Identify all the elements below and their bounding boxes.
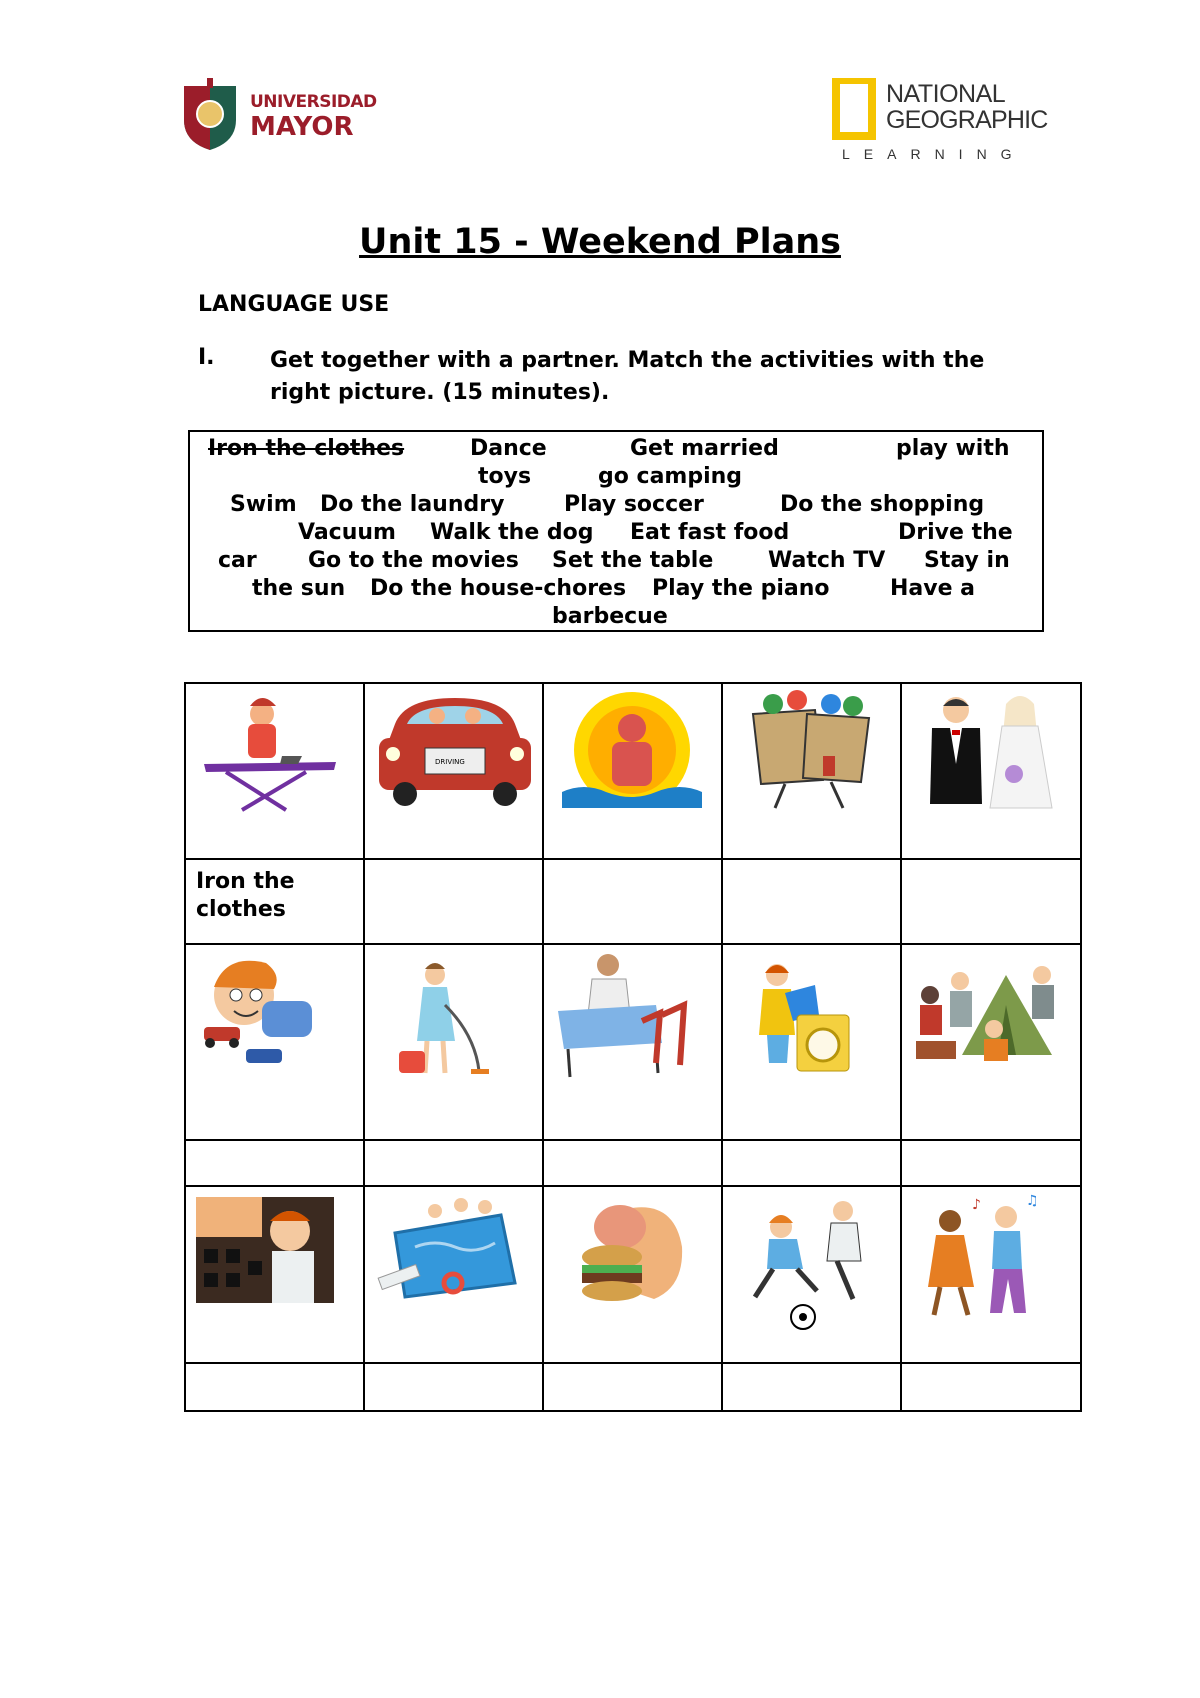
word-do-the-house-chores: Do the house-chores [370, 576, 627, 601]
answer-cell[interactable] [722, 1363, 901, 1411]
shopping-bags-picture [722, 683, 901, 859]
answer-text [723, 1141, 900, 1157]
answer-text [544, 1364, 721, 1380]
swimming-pool-picture [364, 1186, 543, 1362]
answer-text [186, 1141, 363, 1157]
word-watch-tv: Watch TV [768, 548, 886, 573]
word-have-a: Have a [890, 576, 976, 601]
word-eat-fast-food: Eat fast food [630, 520, 790, 545]
matching-table [184, 682, 1082, 1412]
section-heading: LANGUAGE USE [198, 292, 390, 317]
word-dance: Dance [470, 436, 547, 461]
svg-text:♪: ♪ [972, 1197, 981, 1214]
answer-cell[interactable] [364, 859, 543, 943]
setting-table-picture [543, 944, 722, 1141]
answer-text [544, 1141, 721, 1157]
answer-cell[interactable] [901, 1363, 1081, 1411]
wedding-couple-picture [901, 683, 1081, 859]
word-stay-in: Stay in [924, 548, 1010, 573]
answer-cell[interactable] [543, 1140, 722, 1186]
svg-text:DRIVING: DRIVING [435, 758, 465, 766]
movie-theater-picture [185, 1186, 364, 1362]
dancing-picture [901, 1186, 1081, 1362]
answer-text [902, 1364, 1080, 1380]
word-play-the-piano: Play the piano [652, 576, 830, 601]
fast-food-picture [543, 1186, 722, 1362]
word-play-soccer: Play soccer [564, 492, 704, 517]
answer-cell[interactable] [185, 859, 364, 943]
national-geographic-logo [832, 78, 1048, 168]
picture-row-2 [185, 944, 1081, 1141]
word-do-the-laundry: Do the laundry [320, 492, 505, 517]
answer-cell[interactable] [722, 1140, 901, 1186]
word-go-camping: go camping [598, 464, 743, 489]
yellow-border-icon [832, 78, 876, 140]
answer-text [902, 1141, 1080, 1157]
vacuuming-picture [364, 944, 543, 1141]
word-get-married: Get married [630, 436, 779, 461]
picture-row-3 [185, 1186, 1081, 1362]
boy-playing-toys-picture [185, 944, 364, 1141]
instruction-number: I. [198, 345, 215, 370]
word-car: car [218, 548, 257, 573]
answer-cell[interactable] [364, 1140, 543, 1186]
word-set-the-table: Set the table [552, 548, 714, 573]
answer-text [365, 1364, 542, 1380]
logo-learning-text: LEARNING [842, 146, 1026, 162]
soccer-picture [722, 1186, 901, 1362]
word-barbecue: barbecue [552, 604, 668, 629]
laundry-picture [722, 944, 901, 1141]
word-bank-box [188, 430, 1044, 632]
answer-cell[interactable] [901, 1140, 1081, 1186]
logo-mayor-text: MAYOR [250, 112, 354, 142]
answer-cell[interactable] [722, 859, 901, 943]
answer-text [186, 1364, 363, 1380]
word-drive-the: Drive the [898, 520, 1013, 545]
svg-text:♫: ♫ [1026, 1193, 1039, 1210]
answer-text [544, 860, 721, 876]
answer-text [723, 1364, 900, 1380]
page-title: Unit 15 - Weekend Plans [359, 222, 841, 262]
answer-text [723, 860, 900, 876]
logo-university-text: UNIVERSIDAD [250, 92, 377, 112]
answer-text [365, 860, 542, 876]
camping-picture [901, 944, 1081, 1141]
answer-cell[interactable] [543, 859, 722, 943]
answer-cell[interactable] [543, 1363, 722, 1411]
university-crest-icon [180, 78, 240, 152]
answer-cell[interactable] [364, 1363, 543, 1411]
answer-text [902, 860, 1080, 876]
universidad-mayor-logo [180, 78, 377, 152]
instruction-text: Get together with a partner. Match the activities with the right picture. (15 minutes). [270, 348, 985, 405]
picture-row-1 [185, 683, 1081, 859]
word-do-the-shopping: Do the shopping [780, 492, 985, 517]
driving-car-picture [364, 683, 543, 859]
answer-row-3 [185, 1363, 1081, 1411]
answer-text: Iron the clothes [196, 869, 295, 923]
word-swim: Swim [230, 492, 297, 517]
word-play-with: play with [896, 436, 1010, 461]
word-iron-the-clothes: Iron the clothes [208, 436, 405, 461]
logo-national-text: NATIONAL [886, 80, 1006, 108]
ironing-picture [185, 683, 364, 859]
answer-cell[interactable] [185, 1140, 364, 1186]
answer-row-1 [185, 859, 1081, 943]
word-walk-the-dog: Walk the dog [430, 520, 594, 545]
answer-row-2 [185, 1140, 1081, 1186]
logo-geographic-text: GEOGRAPHIC [886, 106, 1048, 134]
answer-cell[interactable] [185, 1363, 364, 1411]
answer-text [365, 1141, 542, 1157]
sunbathing-picture [543, 683, 722, 859]
word-the-sun: the sun [252, 576, 346, 601]
answer-cell[interactable] [901, 859, 1081, 943]
word-go-to-the-movies: Go to the movies [308, 548, 519, 573]
word-toys: toys [478, 464, 532, 489]
word-vacuum: Vacuum [298, 520, 396, 545]
